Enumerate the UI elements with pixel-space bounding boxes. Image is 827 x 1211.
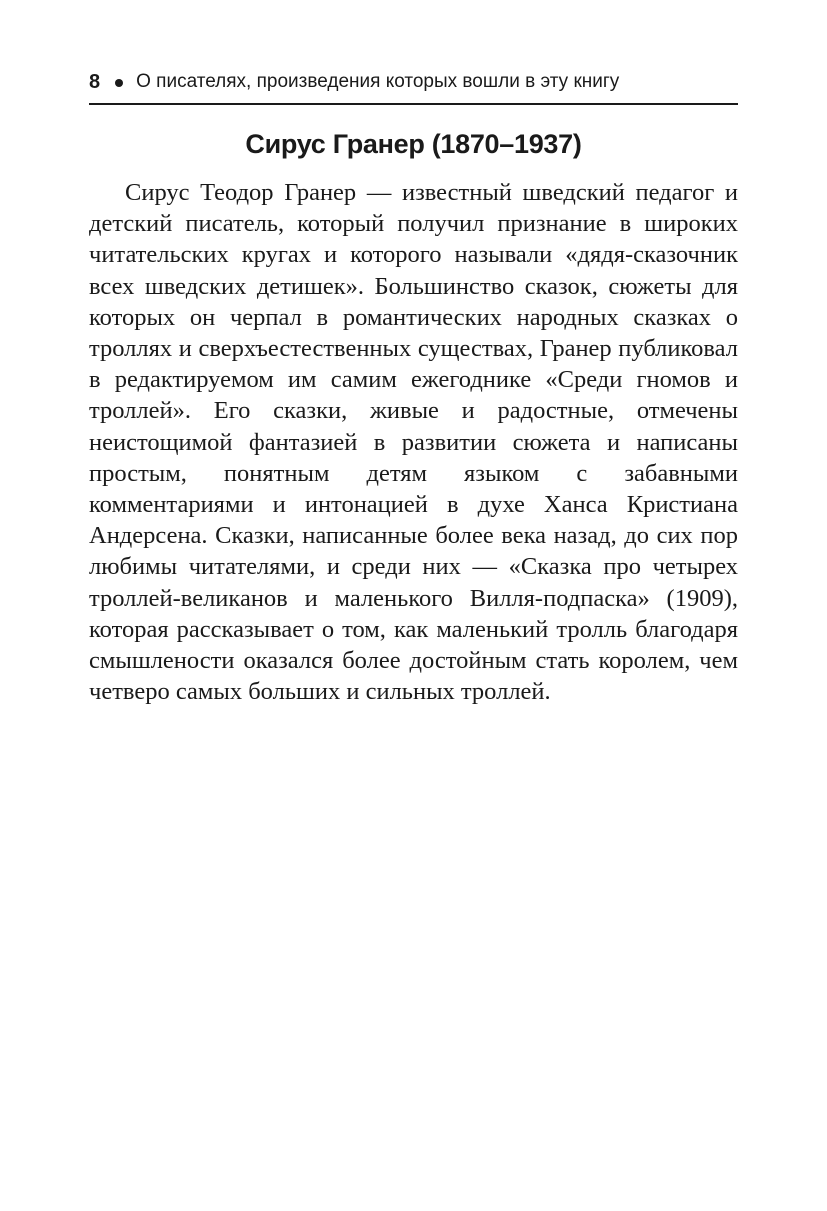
page-number: 8 [89,70,101,93]
book-page [89,66,738,707]
bullet-separator [115,79,123,87]
header-divider [89,103,738,105]
author-biography-paragraph: Сирус Теодор Гранер — известный шведский педагог и детский писатель, который получил признание в широких читательских кругах и которого называли «дядя-сказочник всех шведских детишек». Большинство сказок, сюжеты для которых он черпал в романтических народных сказках о троллях и сверхъестественных существах, Гранер публиковал в редактируемом им самим ежегоднике «Среди гномов и троллей». Его сказки, живые и радостные, отмечены неистощимой фантазией в развитии сюжета и написаны простым, понятным детям языком с забавными комментариями и интонацией в духе Ханса Кристиана Андерсена. Сказки, написанные более века назад, до сих пор любимы читателями, и среди них — «Сказка про четырех троллей-великанов и маленького Вилля-подпаска» (1909), которая рассказывает о том, как маленький тролль благодаря смышлености оказался более достойным стать королем, чем четверо самых больших и сильных троллей. [89,179,738,706]
author-heading: Сирус Гранер (1870–1937) [245,129,582,159]
running-header [89,66,738,98]
running-header-title: О писателях, произведения которых вошли в эту книгу [136,71,620,92]
